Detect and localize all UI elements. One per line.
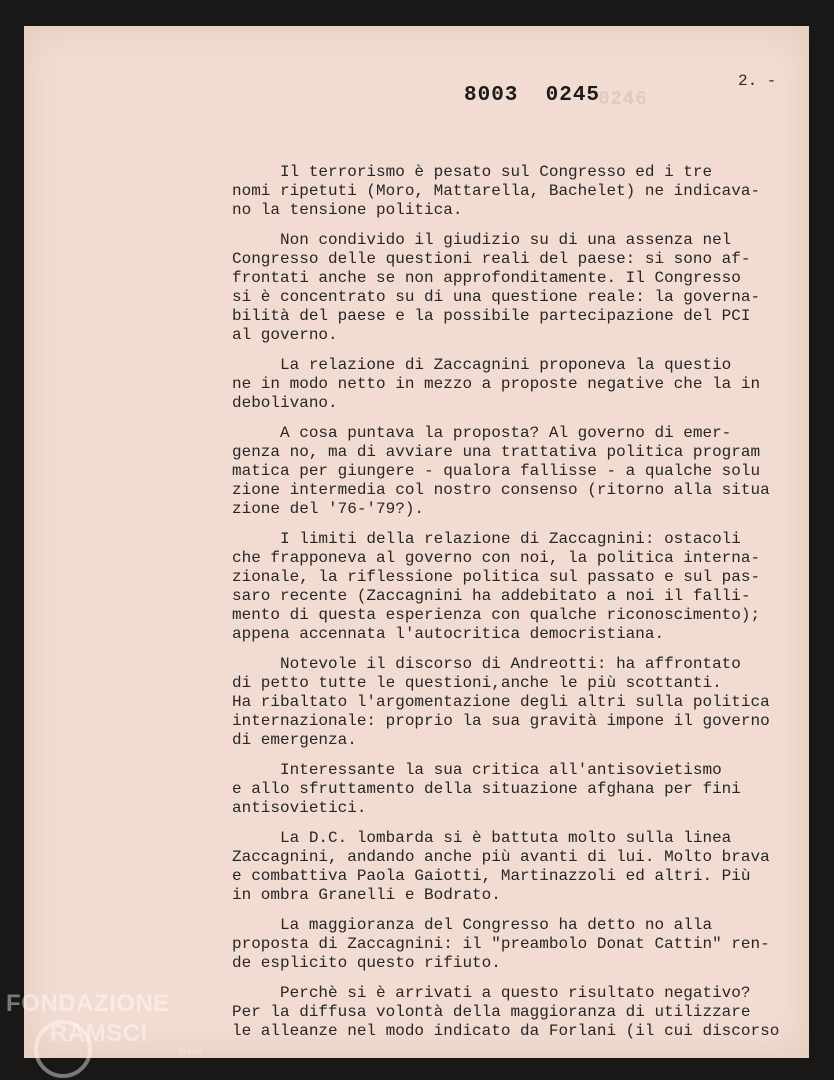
gramsci-g-logo-icon [34, 1020, 92, 1078]
text-line: e allo sfruttamento della situazione afghana per fini [232, 780, 741, 798]
fondazione-gramsci-watermark [6, 990, 202, 1057]
paragraph [232, 655, 792, 750]
text-line: mento di questa esperienza con qualche riconoscimento); [232, 606, 761, 624]
text-line: di petto tutte le questioni,anche le più scottanti. [232, 674, 722, 692]
text-line: zione intermedia col nostro consenso (ritorno alla situa [232, 481, 770, 499]
paragraph [232, 530, 792, 644]
text-line: bilità del paese e la possibile partecipazione del PCI [232, 307, 751, 325]
text-line: proposta di Zaccagnini: il "preambolo Donat Cattin" ren- [232, 935, 770, 953]
text-line: Ha ribaltato l'argomentazione degli altri sulla politica [232, 693, 770, 711]
text-line: genza no, ma di avviare una trattativa politica program [232, 443, 761, 461]
text-line: internazionale: proprio la sua gravità impone il governo [232, 712, 770, 730]
text-line: Zaccagnini, andando anche più avanti di lui. Molto brava [232, 848, 770, 866]
paragraph [232, 231, 792, 345]
paragraph [232, 829, 792, 905]
text-line: La relazione di Zaccagnini proponeva la questio [232, 356, 732, 374]
text-line: zione del '76-'79?). [232, 500, 425, 518]
text-line: La D.C. lombarda si è battuta molto sulla linea [232, 829, 732, 847]
text-line: debolivano. [232, 394, 338, 412]
text-line: appena accennata l'autocritica democristiana. [232, 625, 665, 643]
paragraph [232, 163, 792, 220]
text-line: saro recente (Zaccagnini ha addebitato a noi il falli- [232, 587, 751, 605]
paragraph [232, 356, 792, 413]
text-line: no la tensione politica. [232, 201, 463, 219]
archive-code: 8003 0245 [464, 84, 601, 107]
text-line: di emergenza. [232, 731, 357, 749]
paragraph [232, 424, 792, 519]
text-line: de esplicito questo rifiuto. [232, 954, 501, 972]
text-line: Perchè si è arrivati a questo risultato negativo? [232, 984, 751, 1002]
ghost-archive-code: 0246 [598, 88, 648, 110]
text-line: Non condivido il giudizio su di una assenza nel [232, 231, 732, 249]
watermark-onlus: onlus [178, 1046, 202, 1057]
text-line: Per la diffusa volontà della maggioranza di utilizzare [232, 1003, 751, 1021]
watermark-line1: FONDAZIONE [6, 990, 170, 1017]
text-line: La maggioranza del Congresso ha detto no alla [232, 916, 713, 934]
text-line: si è concentrato su di una questione reale: la governa- [232, 288, 761, 306]
text-line: I limiti della relazione di Zaccagnini: ostacoli [232, 530, 741, 548]
watermark-line2: RAMSCI [50, 1020, 148, 1047]
text-line: Interessante la sua critica all'antisovietismo [232, 761, 722, 779]
page-number: 2. - [738, 72, 777, 90]
text-line: Congresso delle questioni reali del paese: si sono af- [232, 250, 751, 268]
text-line: zionale, la riflessione politica sul passato e sul pas- [232, 568, 761, 586]
paragraph [232, 916, 792, 973]
text-line: frontati anche se non approfonditamente. Il Congresso [232, 269, 741, 287]
paragraph [232, 984, 792, 1041]
document-body [232, 163, 792, 1052]
text-line: matica per giungere - qualora fallisse - a qualche solu [232, 462, 761, 480]
watermark-line2-row [6, 1020, 170, 1048]
text-line: e combattiva Paola Gaiotti, Martinazzoli ed altri. Più [232, 867, 751, 885]
text-line: Il terrorismo è pesato sul Congresso ed i tre [232, 163, 713, 181]
text-line: le alleanze nel modo indicato da Forlani (il cui discorso [232, 1022, 780, 1040]
text-line: A cosa puntava la proposta? Al governo di emer- [232, 424, 732, 442]
paragraph [232, 761, 792, 818]
text-line: in ombra Granelli e Bodrato. [232, 886, 501, 904]
text-line: al governo. [232, 326, 338, 344]
text-line: antisovietici. [232, 799, 367, 817]
text-line: ne in modo netto in mezzo a proposte negative che la in [232, 375, 761, 393]
text-line: che frapponeva al governo con noi, la politica interna- [232, 549, 761, 567]
text-line: Notevole il discorso di Andreotti: ha affrontato [232, 655, 741, 673]
text-line: nomi ripetuti (Moro, Mattarella, Bachelet) ne indicava- [232, 182, 761, 200]
